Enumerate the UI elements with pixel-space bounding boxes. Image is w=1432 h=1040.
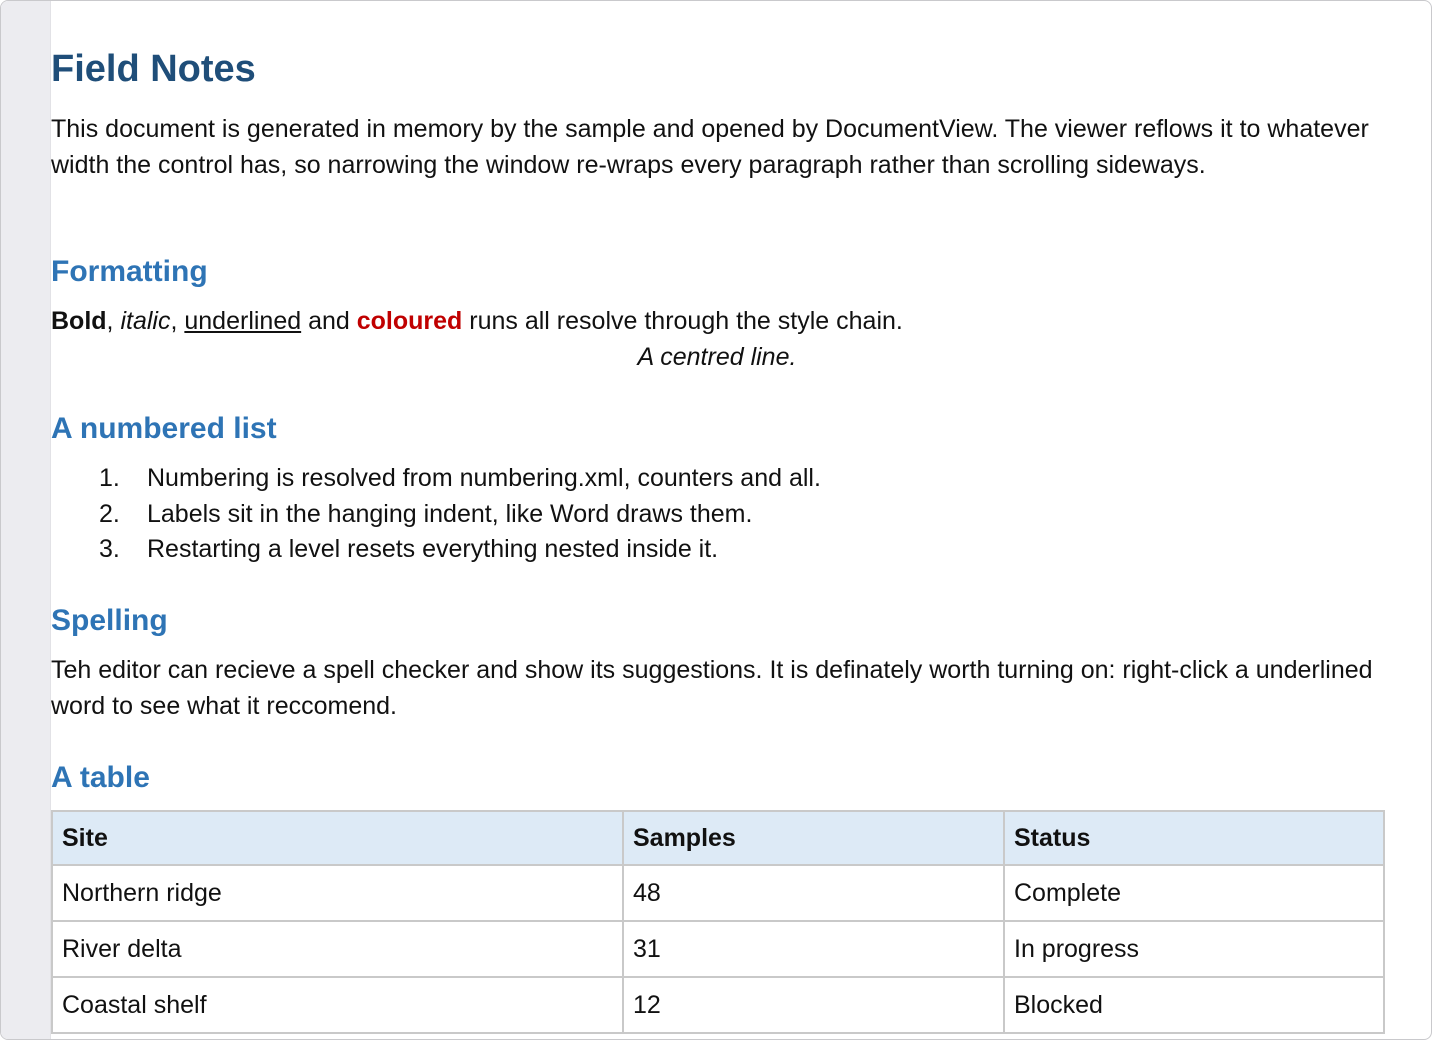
table-header-row: [52, 811, 1384, 865]
table-cell-site[interactable]: River delta: [52, 921, 623, 977]
heading-spelling: Spelling: [51, 604, 168, 637]
table-row: [52, 977, 1384, 1033]
table-cell-site[interactable]: Coastal shelf: [52, 977, 623, 1033]
table-row: [52, 865, 1384, 921]
intro-paragraph[interactable]: This document is generated in memory by the sample and opened by DocumentView. The viewer reflows it to whatever width the control has, so narrowing the window re-wraps every paragraph rather than scrolling sideways.: [51, 115, 1369, 179]
formatting-paragraph[interactable]: [51, 304, 1383, 340]
left-gutter: [1, 1, 51, 1039]
list-number: 3.: [99, 535, 120, 563]
heading-table: A table: [51, 761, 150, 794]
underlined-run: underlined: [184, 307, 302, 335]
separator-text: ,: [106, 307, 121, 335]
coloured-run: coloured: [356, 307, 463, 335]
list-number: 2.: [99, 499, 120, 528]
list-number: 1.: [99, 464, 120, 492]
table-cell-site[interactable]: Northern ridge: [52, 865, 623, 921]
spelling-paragraph[interactable]: Teh editor can recieve a spell checker and show its suggestions. It is definately worth turning on: right-click a underlined word to see what it reccomend.: [51, 656, 1373, 720]
table-cell-samples[interactable]: 31: [623, 921, 1004, 977]
formatting-rest-text: runs all resolve through the style chain.: [462, 307, 903, 335]
table-cell-status[interactable]: In progress: [1004, 921, 1384, 977]
table-cell-samples[interactable]: 48: [623, 865, 1004, 921]
numbered-list: [51, 461, 1383, 568]
list-item-text: Numbering is resolved from numbering.xml, counters and all.: [147, 464, 821, 492]
table-cell-samples[interactable]: 12: [623, 977, 1004, 1033]
centred-line[interactable]: A centred line.: [637, 343, 797, 371]
table-cell-status[interactable]: Complete: [1004, 865, 1384, 921]
data-table: [51, 810, 1385, 1034]
separator-text: and: [301, 307, 357, 335]
list-item[interactable]: [51, 461, 1383, 497]
column-header-site[interactable]: Site: [52, 811, 623, 865]
column-header-samples[interactable]: Samples: [623, 811, 1004, 865]
heading-numbered-list: A numbered list: [51, 412, 277, 445]
list-item[interactable]: [51, 497, 1383, 533]
heading-formatting: Formatting: [51, 255, 208, 288]
table-cell-status[interactable]: Blocked: [1004, 977, 1384, 1033]
separator-text: ,: [170, 307, 185, 335]
list-item-text: Labels sit in the hanging indent, like Word draws them.: [147, 499, 753, 528]
bold-run: Bold: [51, 307, 107, 335]
document-title: Field Notes: [51, 48, 256, 90]
list-item-text: Restarting a level resets everything nested inside it.: [147, 535, 719, 563]
table-row: [52, 921, 1384, 977]
list-item[interactable]: [51, 532, 1383, 568]
column-header-status[interactable]: Status: [1004, 811, 1384, 865]
italic-run: italic: [120, 307, 171, 335]
